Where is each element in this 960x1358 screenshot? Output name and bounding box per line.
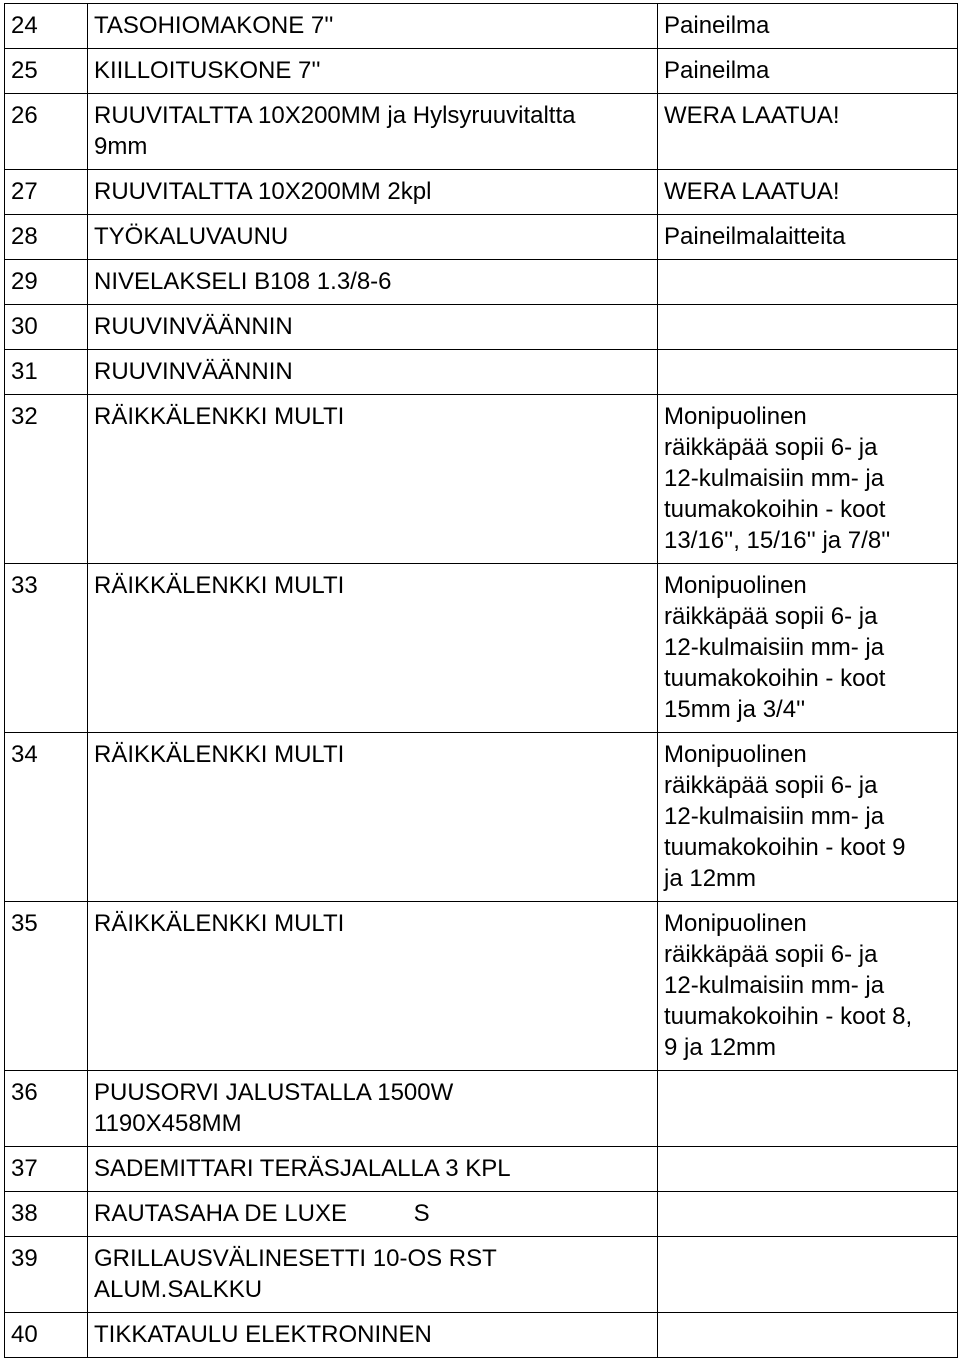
item-note <box>658 305 958 350</box>
table-row <box>5 1192 958 1237</box>
item-name: TYÖKALUVAUNU <box>88 215 658 260</box>
table-row <box>5 733 958 902</box>
table-row <box>5 350 958 395</box>
item-number: 29 <box>5 260 88 305</box>
item-number: 34 <box>5 733 88 902</box>
item-name: KIILLOITUSKONE 7'' <box>88 49 658 94</box>
item-note: Monipuolinen räikkäpää sopii 6- ja 12-kulmaisiin mm- ja tuumakokoihin - koot 15mm ja 3/4'' <box>658 564 958 733</box>
item-number: 33 <box>5 564 88 733</box>
item-note <box>658 1147 958 1192</box>
items-table <box>4 3 958 1358</box>
item-number: 39 <box>5 1237 88 1313</box>
item-name: NIVELAKSELI B108 1.3/8-6 <box>88 260 658 305</box>
item-note <box>658 260 958 305</box>
item-name: RÄIKKÄLENKKI MULTI <box>88 395 658 564</box>
table-row <box>5 902 958 1071</box>
table-row <box>5 49 958 94</box>
item-name: RUUVITALTTA 10X200MM 2kpl <box>88 170 658 215</box>
item-name: RUUVINVÄÄNNIN <box>88 350 658 395</box>
item-note: Paineilmalaitteita <box>658 215 958 260</box>
item-note <box>658 1313 958 1358</box>
item-name: TASOHIOMAKONE 7'' <box>88 4 658 49</box>
item-note: WERA LAATUA! <box>658 94 958 170</box>
item-name: RÄIKKÄLENKKI MULTI <box>88 564 658 733</box>
item-name: RUUVITALTTA 10X200MM ja Hylsyruuvitaltta 9mm <box>88 94 658 170</box>
table-row <box>5 215 958 260</box>
item-number: 28 <box>5 215 88 260</box>
item-number: 37 <box>5 1147 88 1192</box>
table-row <box>5 1313 958 1358</box>
item-name: SADEMITTARI TERÄSJALALLA 3 KPL <box>88 1147 658 1192</box>
item-name: GRILLAUSVÄLINESETTI 10-OS RST ALUM.SALKKU <box>88 1237 658 1313</box>
table-row <box>5 1071 958 1147</box>
item-note <box>658 350 958 395</box>
table-row <box>5 1237 958 1313</box>
table-row <box>5 1147 958 1192</box>
table-row <box>5 94 958 170</box>
item-note <box>658 1071 958 1147</box>
table-row <box>5 260 958 305</box>
table-row <box>5 4 958 49</box>
item-note: Monipuolinen räikkäpää sopii 6- ja 12-kulmaisiin mm- ja tuumakokoihin - koot 8, 9 ja 12mm <box>658 902 958 1071</box>
item-number: 31 <box>5 350 88 395</box>
item-name: RÄIKKÄLENKKI MULTI <box>88 733 658 902</box>
item-number: 35 <box>5 902 88 1071</box>
item-note: Monipuolinen räikkäpää sopii 6- ja 12-kulmaisiin mm- ja tuumakokoihin - koot 9 ja 12mm <box>658 733 958 902</box>
item-number: 36 <box>5 1071 88 1147</box>
table-row <box>5 395 958 564</box>
item-number: 27 <box>5 170 88 215</box>
item-name: RUUVINVÄÄNNIN <box>88 305 658 350</box>
item-name: TIKKATAULU ELEKTRONINEN <box>88 1313 658 1358</box>
table-row <box>5 564 958 733</box>
item-number: 40 <box>5 1313 88 1358</box>
item-note <box>658 1237 958 1313</box>
item-note: Paineilma <box>658 4 958 49</box>
item-note: WERA LAATUA! <box>658 170 958 215</box>
item-number: 30 <box>5 305 88 350</box>
item-number: 32 <box>5 395 88 564</box>
items-table-body <box>5 4 958 1358</box>
item-name: PUUSORVI JALUSTALLA 1500W 1190X458MM <box>88 1071 658 1147</box>
item-note: Paineilma <box>658 49 958 94</box>
item-number: 24 <box>5 4 88 49</box>
item-number: 26 <box>5 94 88 170</box>
table-row <box>5 305 958 350</box>
item-note: Monipuolinen räikkäpää sopii 6- ja 12-kulmaisiin mm- ja tuumakokoihin - koot 13/16'', 15/16'' ja 7/8'' <box>658 395 958 564</box>
item-note <box>658 1192 958 1237</box>
item-number: 38 <box>5 1192 88 1237</box>
table-row <box>5 170 958 215</box>
item-name: RÄIKKÄLENKKI MULTI <box>88 902 658 1071</box>
item-number: 25 <box>5 49 88 94</box>
item-name: RAUTASAHA DE LUXE S <box>88 1192 658 1237</box>
